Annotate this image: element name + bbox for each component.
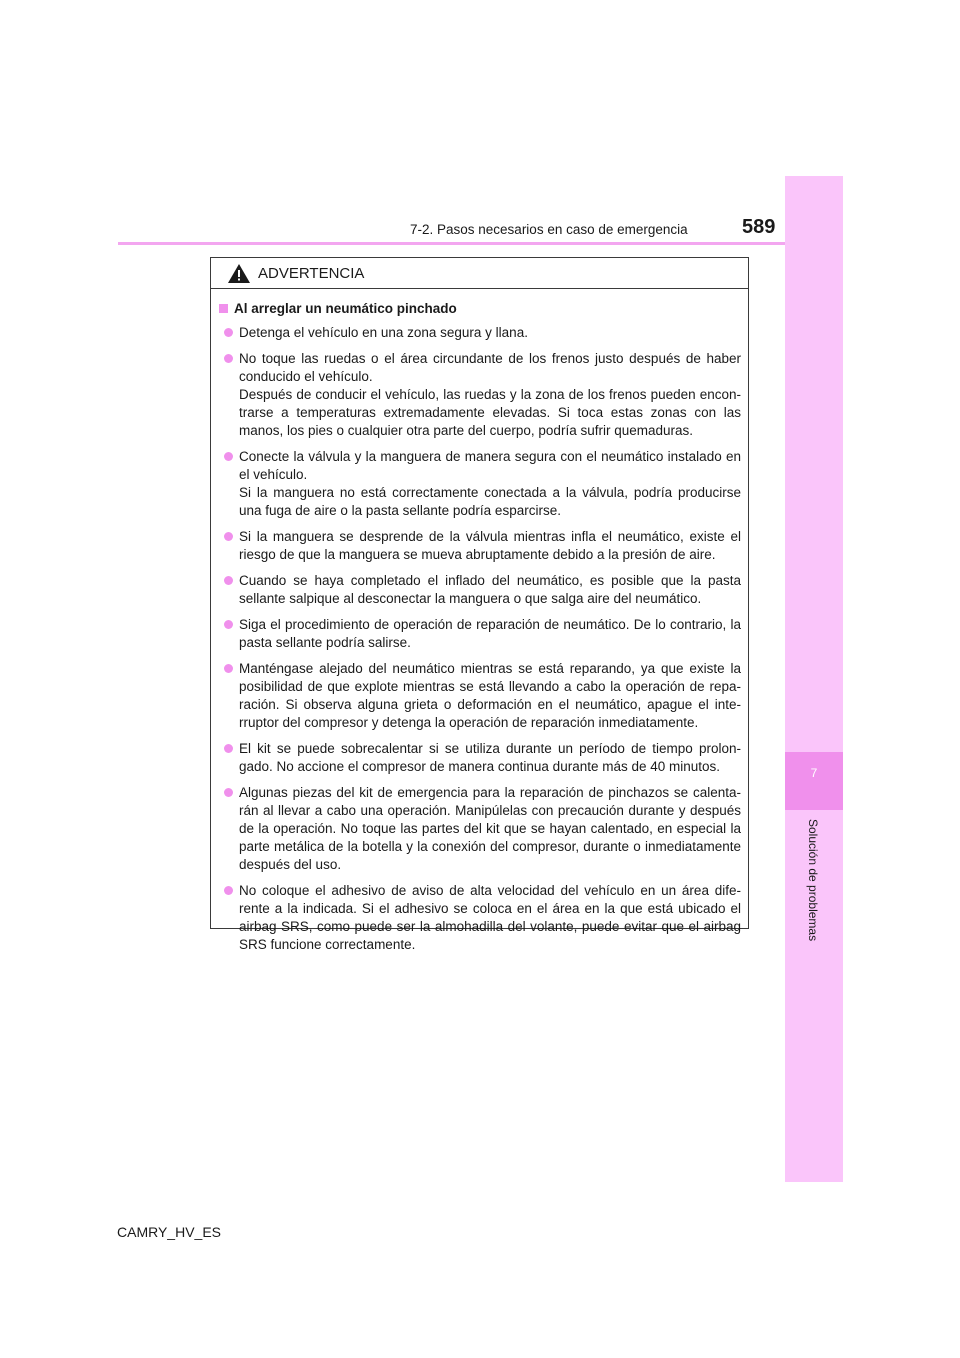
subheading-text: Al arreglar un neumático pinchado bbox=[234, 301, 457, 316]
list-item-text: Conecte la válvula y la manguera de manera segura con el neumático instalado en el vehículo. Si la manguera no está correctamente conectada a la válvula, podría producirse una fuga de aire o la pasta sellante podría esparcirse. bbox=[239, 449, 741, 518]
list-item bbox=[219, 572, 741, 608]
header-rule bbox=[118, 242, 842, 245]
list-item-text: Si la manguera se desprende de la válvula mientras infla el neumático, existe el riesgo de que la manguera se mueva abruptamente debido a la presión de aire. bbox=[239, 529, 741, 562]
list-item bbox=[219, 882, 741, 954]
warning-list bbox=[219, 324, 741, 954]
list-item bbox=[219, 528, 741, 564]
warning-triangle-icon bbox=[228, 264, 250, 283]
chapter-side-tab bbox=[785, 176, 843, 1182]
list-item-text: No toque las ruedas o el área circundante de los frenos justo después de haber conducido el vehículo. Después de conducir el vehículo, las ruedas y la zona de los frenos pueden encon-trarse a temperaturas extremadamente elevadas. Si toca estas zonas con las manos, los pies o cualquier otra parte del cuerpo, podría sufrir quemaduras. bbox=[239, 351, 741, 438]
bullet-dot-icon bbox=[224, 788, 233, 797]
list-item-text: Detenga el vehículo en una zona segura y llana. bbox=[239, 325, 528, 340]
bullet-dot-icon bbox=[224, 886, 233, 895]
model-code: CAMRY_HV_ES bbox=[117, 1224, 222, 1240]
warning-title: ADVERTENCIA bbox=[258, 264, 365, 282]
bullet-dot-icon bbox=[224, 576, 233, 585]
bullet-dot-icon bbox=[224, 328, 233, 337]
list-item bbox=[219, 660, 741, 732]
warning-subheading bbox=[219, 301, 741, 316]
bullet-dot-icon bbox=[224, 532, 233, 541]
bullet-dot-icon bbox=[224, 664, 233, 673]
page-number: 589 bbox=[742, 216, 776, 238]
bullet-dot-icon bbox=[224, 452, 233, 461]
list-item bbox=[219, 448, 741, 520]
list-item bbox=[219, 350, 741, 440]
list-item-text: El kit se puede sobrecalentar si se utiliza durante un período de tiempo prolon-gado. No accione el compresor de manera continua durante más de 40 minutos. bbox=[239, 741, 741, 774]
list-item-text: Manténgase alejado del neumático mientras se está reparando, ya que existe la posibilidad de que explote mientras se está llevando a cabo la operación de repa-ración. Si observa alguna grieta o deformación en el neumático, apague el inte-rruptor del compresor y detenga la operación de reparación inmediatamente. bbox=[239, 661, 741, 730]
list-item bbox=[219, 324, 741, 342]
list-item bbox=[219, 740, 741, 776]
bullet-dot-icon bbox=[224, 620, 233, 629]
bullet-dot-icon bbox=[224, 744, 233, 753]
warning-body bbox=[211, 289, 748, 954]
list-item bbox=[219, 784, 741, 874]
list-item bbox=[219, 616, 741, 652]
list-item-text: Siga el procedimiento de operación de reparación de neumático. De lo contrario, la pasta sellante podría salirse. bbox=[239, 617, 741, 650]
list-item-text: Algunas piezas del kit de emergencia para la reparación de pinchazos se calenta-rán al llevar a cabo una operación. Manipúlelas con precaución durante y después de la operación. No toque las partes del kit que se hayan calentado, en especial la parte metálica de la botella y la conexión del compresor, durante o inmediatamente después del uso. bbox=[239, 785, 741, 872]
square-bullet-icon bbox=[219, 304, 228, 313]
warning-box bbox=[210, 257, 749, 952]
list-item-text: No coloque el adhesivo de aviso de alta velocidad del vehículo en un área dife-rente a la indicada. Si el adhesivo se coloca en el área en la que está ubicado el airbag SRS, como puede ser la almohadilla del volante, puede evitar que el airbag SRS funcione correctamente. bbox=[239, 883, 741, 952]
chapter-number-tab bbox=[785, 752, 843, 810]
chapter-title: Solución de problemas bbox=[806, 819, 820, 942]
bullet-dot-icon bbox=[224, 354, 233, 363]
section-title: 7-2. Pasos necesarios en caso de emergencia bbox=[410, 222, 688, 237]
list-item-text: Cuando se haya completado el inflado del neumático, es posible que la pasta sellante salpique al desconectar la manguera o que salga aire del neumático. bbox=[239, 573, 741, 606]
chapter-number: 7 bbox=[810, 766, 818, 780]
warning-header bbox=[211, 258, 748, 289]
